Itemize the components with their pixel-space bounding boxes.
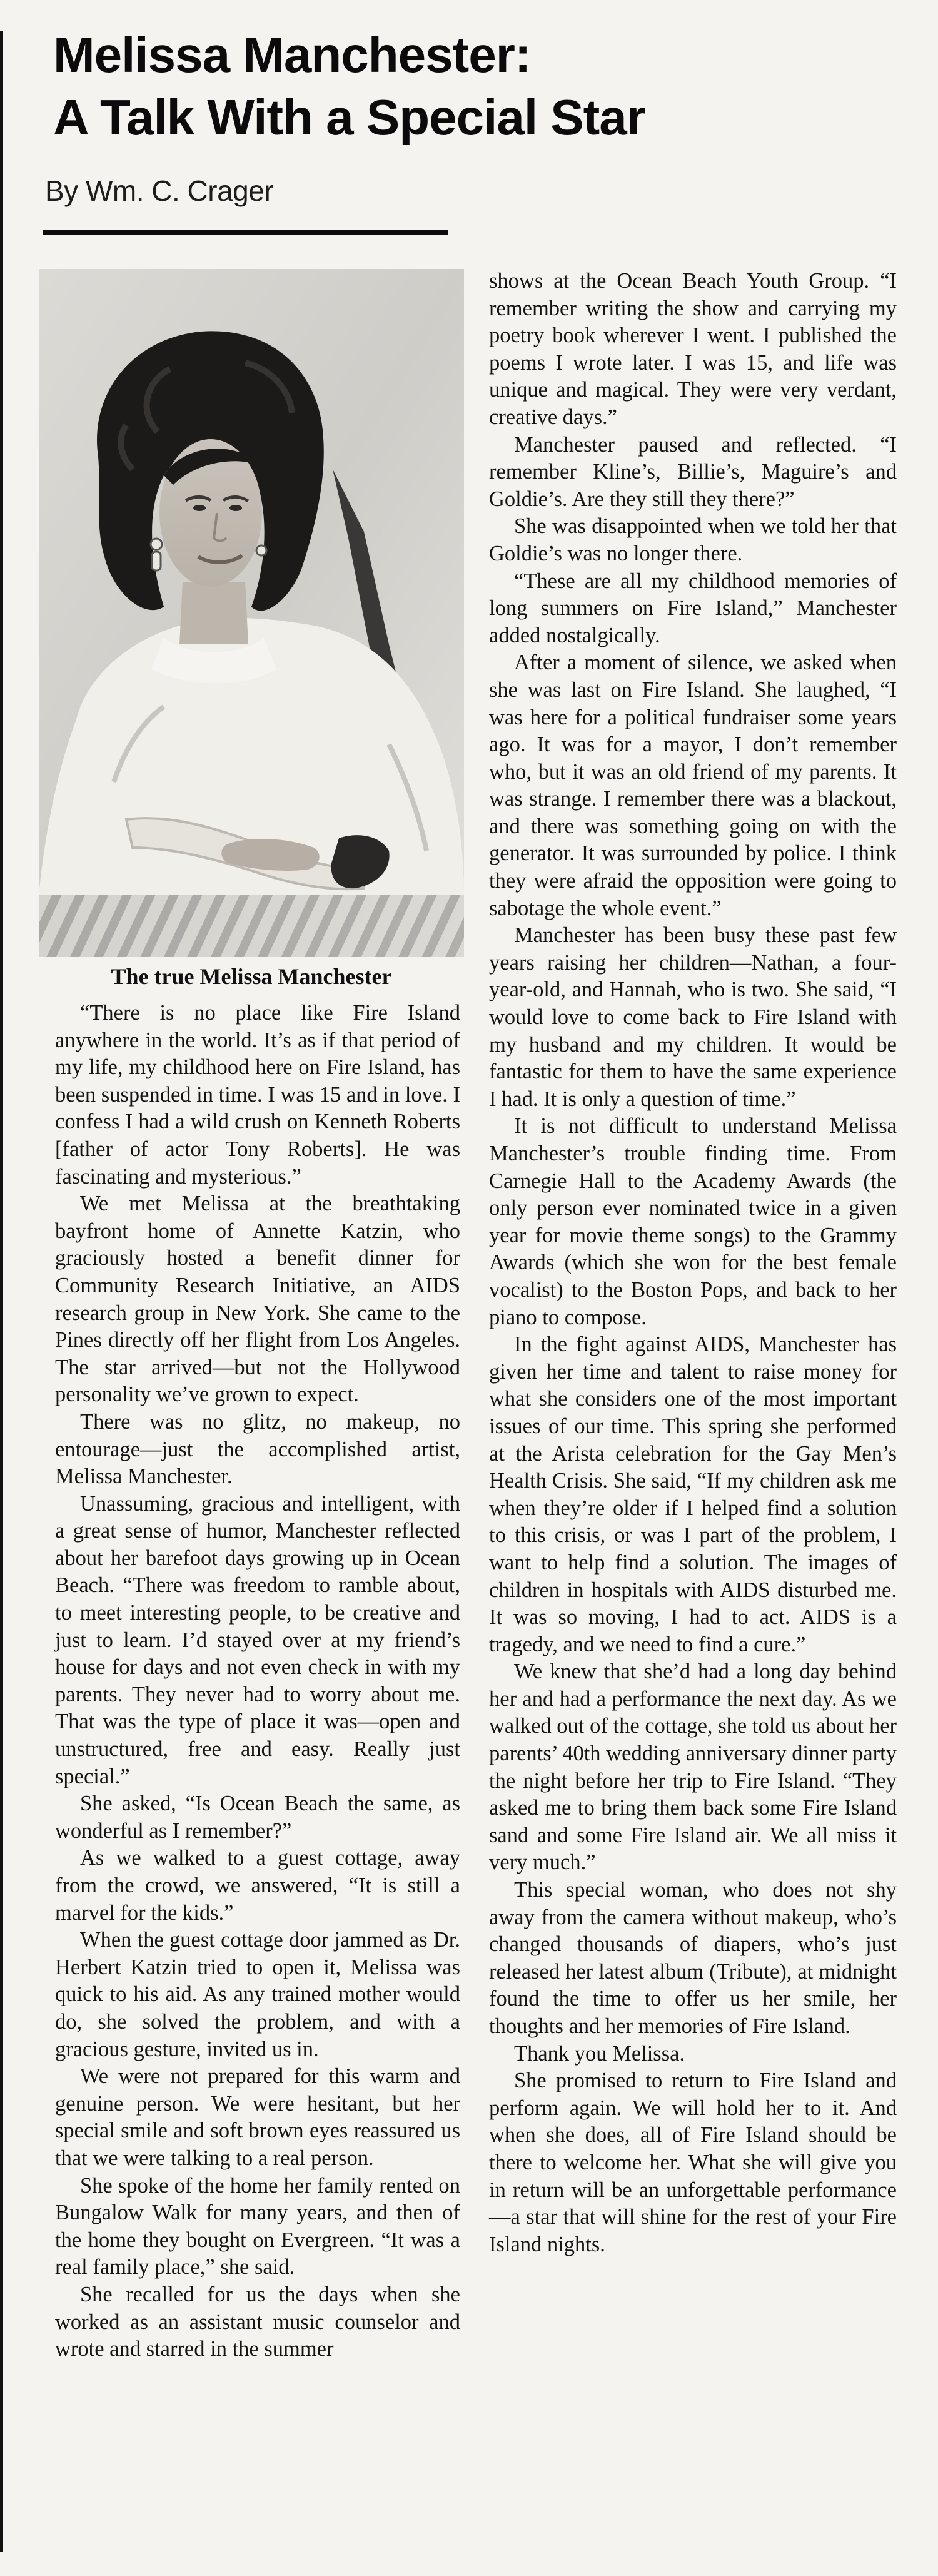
photo-caption: The true Melissa Manchester xyxy=(111,964,392,989)
paragraph: There was no glitz, no makeup, no entourage—just the accomplished artist, Melissa Manchester. xyxy=(55,1409,460,1489)
article-column-left xyxy=(55,1000,460,2363)
paragraph: When the guest cottage door jammed as Dr. Herbert Katzin tried to open it, Melissa was quick to his aid. As any trained mother would do, she solved the problem, and with a gracious gesture, invited us in. xyxy=(55,1928,460,2061)
headline-line-1: Melissa Manchester: xyxy=(53,27,531,83)
paragraph: This special woman, who does not shy away from the camera without makeup, who’s changed thousands of diapers, who’s just released her latest album (Tribute), at midnight found the time to offer us her smile, her thoughts and her memories of Fire Island. xyxy=(489,1878,897,2038)
paragraph: Manchester paused and reflected. “I remember Kline’s, Billie’s, Maguire’s and Goldie’s. Are they still they there?” xyxy=(489,432,897,511)
paragraph: Thank you Melissa. xyxy=(514,2041,685,2066)
paragraph: She spoke of the home her family rented on Bungalow Walk for many years, and then of the home they bought on Evergreen. “It was a real family place,” she said. xyxy=(55,2173,460,2279)
headline xyxy=(53,24,866,149)
paragraph: In the fight against AIDS, Manchester has given her time and talent to raise money for what she considers one of the most important issues of our time. This spring she performed at the Arista celebration for the Gay Men’s Health Crisis. She said, “If my children ask me when they’re older if I helped find a solution to this crisis, or was I part of the problem, I want to help find a solution. The images of children in hospitals with AIDS disturbed me. It was so moving, I had to act. AIDS is a tragedy, and we need to find a cure.” xyxy=(489,1332,897,1656)
paragraph: “There is no place like Fire Island anywhere in the world. It’s as if that period of my life, my childhood here on Fire Island, has been suspended in time. I was 15 and in love. I confess I had a wild crush on Kenneth Roberts [father of actor Tony Roberts]. He was fascinating and mysterious.” xyxy=(55,1001,460,1189)
paragraph: “These are all my childhood memories of long summers on Fire Island,” Manchester added nostalgically. xyxy=(489,569,897,647)
paragraph: She promised to return to Fire Island and perform again. We will hold her to it. And when she does, all of Fire Island should be there to welcome her. What she will give you in return will be an unforgettable performance—a star that will shine for the rest of your Fire Island nights. xyxy=(489,2069,897,2256)
byline: By Wm. C. Crager xyxy=(45,175,274,207)
paragraph: She was disappointed when we told her that Goldie’s was no longer there. xyxy=(489,514,897,565)
paragraph: We knew that she’d had a long day behind her and had a performance the next day. As we walked out of the cottage, she told us about her parents’ 40th wedding anniversary dinner party the night before her trip to Fire Island. “They asked me to bring them back some Fire Island sand and some Fire Island air. We all miss it very much.” xyxy=(489,1660,897,1875)
portrait-photo xyxy=(39,269,464,957)
paragraph: Unassuming, gracious and intelligent, with a great sense of humor, Manchester reflected about her barefoot days growing up in Ocean Beach. “There was freedom to ramble about, to meet interesting people, to be creative and just to learn. I’d stayed over at my friend’s house for days and not even check in with my parents. They never had to worry about me. That was the type of place it was—open and unstructured, free and easy. Really just special.” xyxy=(55,1491,460,1788)
portrait-illustration xyxy=(39,269,464,957)
paragraph: Manchester has been busy these past few years raising her children—Nathan, a four-year-old, and Hannah, who is two. She said, “I would love to come back to Fire Island with my husband and my children. It would be fantastic for them to have the same experience I had. It is only a question of time.” xyxy=(489,923,897,1111)
headline-line-2: A Talk With a Special Star xyxy=(53,89,645,145)
paragraph-continued: shows at the Ocean Beach Youth Group. “I remember writing the show and carrying my poetry book wherever I went. I published the poems I wrote later. I was 15, and life was unique and magical. They were very verdant, creative days.” xyxy=(489,269,897,429)
paragraph: We met Melissa at the breathtaking bayfront home of Annette Katzin, who graciously hosted a benefit dinner for Community Research Initiative, an AIDS research group in New York. She came to the Pines directly off her flight from Los Angeles. The star arrived—but not the Hollywood personality we’ve grown to expect. xyxy=(55,1192,460,1407)
article-column-right xyxy=(489,268,897,2258)
byline-rule xyxy=(43,230,448,235)
paragraph: It is not difficult to understand Melissa Manchester’s trouble finding time. From Carnegie Hall to the Academy Awards (the only person ever nominated twice in a given year for movie theme songs) to the Grammy Awards (which she won for the best female vocalist) to the Boston Pops, and back to her piano to compose. xyxy=(489,1114,897,1329)
paragraph: She asked, “Is Ocean Beach the same, as wonderful as I remember?” xyxy=(55,1792,460,1843)
paragraph: As we walked to a guest cottage, away from the crowd, we answered, “It is still a marvel for the kids.” xyxy=(55,1846,460,1925)
paragraph: She recalled for us the days when she worked as an assistant music counselor and wrote and starred in the summer xyxy=(55,2282,460,2361)
paragraph: After a moment of silence, we asked when she was last on Fire Island. She laughed, “I was here for a political fundraiser some years ago. It was for a mayor, I don’t remember who, but it was an old friend of my parents. It was strange. I remember there was a blackout, and there was something going on with the generator. It was surrounded by police. I think they were afraid the opposition were going to sabotage the whole event.” xyxy=(489,651,897,920)
paragraph: We were not prepared for this warm and genuine person. We were hesitant, but her special smile and soft brown eyes reassured us that we were talking to a real person. xyxy=(55,2064,460,2170)
page-edge-line xyxy=(0,31,3,2552)
